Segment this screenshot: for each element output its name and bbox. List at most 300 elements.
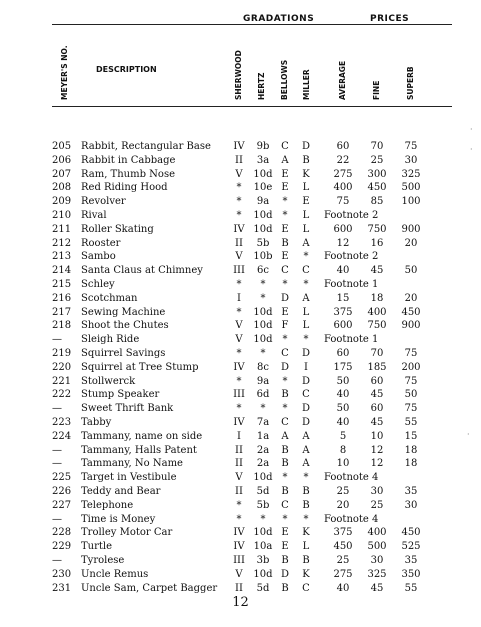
footnote-cell: Footnote 2 xyxy=(324,251,379,263)
table-row xyxy=(0,526,481,540)
fine-price-cell: 45 xyxy=(370,265,384,277)
fine-price-cell: 325 xyxy=(367,568,387,580)
bellows-cell: E xyxy=(281,182,289,194)
miller-cell: L xyxy=(302,541,310,553)
average-price-cell: 50 xyxy=(336,375,350,387)
average-price-cell: 12 xyxy=(336,237,350,249)
sherwood-cell: V xyxy=(235,334,243,346)
hertz-cell: 2a xyxy=(256,458,270,470)
table-row xyxy=(0,209,481,223)
hertz-cell: 6d xyxy=(256,389,270,401)
average-price-cell: 15 xyxy=(336,292,350,304)
description-cell: Stollwerck xyxy=(81,375,136,387)
miller-cell: * xyxy=(303,472,309,484)
fine-price-cell: 25 xyxy=(370,154,384,166)
bellows-cell: A xyxy=(281,154,289,166)
bellows-cell: * xyxy=(282,375,288,387)
sherwood-cell: V xyxy=(235,251,243,263)
miller-cell: L xyxy=(302,320,310,332)
bellows-cell: C xyxy=(281,265,289,277)
hertz-cell: 10d xyxy=(253,334,273,346)
hertz-cell: 3a xyxy=(256,154,270,166)
hertz-cell: 5b xyxy=(256,499,270,511)
hertz-cell: 8c xyxy=(257,361,269,373)
average-price-cell: 75 xyxy=(336,196,350,208)
superb-price-cell: 50 xyxy=(404,389,418,401)
margin-mark: · xyxy=(470,125,473,134)
miller-cell: * xyxy=(303,251,309,263)
bellows-cell: E xyxy=(281,223,289,235)
superb-price-cell: 75 xyxy=(404,403,418,415)
miller-cell: E xyxy=(302,196,310,208)
bellows-cell: B xyxy=(281,458,289,470)
average-price-cell: 450 xyxy=(333,541,353,553)
meyers-no-cell: 229 xyxy=(52,541,72,553)
miller-cell: A xyxy=(302,430,310,442)
meyers-no-cell: 220 xyxy=(52,361,72,373)
miller-cell: * xyxy=(303,278,309,290)
sherwood-cell: * xyxy=(236,403,242,415)
sherwood-cell: * xyxy=(236,278,242,290)
average-price-cell: 275 xyxy=(333,168,353,180)
table-row xyxy=(0,554,481,568)
table-row xyxy=(0,333,481,347)
superb-price-cell: 200 xyxy=(401,361,421,373)
meyers-no-cell: 226 xyxy=(52,485,72,497)
meyers-no-cell: 228 xyxy=(52,527,72,539)
footnote-cell: Footnote 1 xyxy=(324,334,379,346)
meyers-no-cell: 210 xyxy=(52,209,72,221)
table-row xyxy=(0,319,481,333)
description-cell: Uncle Remus xyxy=(81,568,149,580)
miller-cell: D xyxy=(301,416,311,428)
table-row xyxy=(0,485,481,499)
miller-cell: I xyxy=(304,361,308,373)
sherwood-cell: * xyxy=(236,209,242,221)
sherwood-cell: II xyxy=(235,444,243,456)
miller-cell: L xyxy=(302,223,310,235)
fine-price-cell: 70 xyxy=(370,347,384,359)
superb-price-cell: 35 xyxy=(404,554,418,566)
sherwood-cell: I xyxy=(237,292,241,304)
table-row xyxy=(0,568,481,582)
table-row xyxy=(0,444,481,458)
superb-price-cell: 100 xyxy=(401,196,421,208)
hertz-cell: 9b xyxy=(256,141,270,152)
meyers-no-cell: 231 xyxy=(52,582,72,594)
sherwood-header: SHERWOOD xyxy=(234,50,243,100)
table-row xyxy=(0,140,481,154)
description-header: DESCRIPTION xyxy=(96,65,157,74)
header-rule xyxy=(52,106,452,107)
meyers-no-cell: 211 xyxy=(52,223,72,235)
superb-price-cell: 75 xyxy=(404,141,418,152)
hertz-cell: 1a xyxy=(256,430,270,442)
superb-price-cell: 900 xyxy=(401,223,421,235)
description-cell: Tyrolese xyxy=(81,554,125,566)
miller-cell: K xyxy=(302,527,310,539)
description-cell: Rabbit, Rectangular Base xyxy=(81,141,211,152)
fine-price-cell: 30 xyxy=(370,554,384,566)
bellows-cell: D xyxy=(280,568,290,580)
sherwood-cell: IV xyxy=(233,416,245,428)
bellows-cell: C xyxy=(281,416,289,428)
hertz-cell: 5d xyxy=(256,582,270,594)
description-cell: Uncle Sam, Carpet Bagger xyxy=(81,582,218,594)
prices-heading: PRICES xyxy=(370,14,410,24)
description-cell: Sambo xyxy=(81,251,116,263)
miller-cell: C xyxy=(302,582,310,594)
miller-header: MILLER xyxy=(302,69,311,100)
bellows-cell: D xyxy=(280,292,290,304)
sherwood-cell: II xyxy=(235,485,243,497)
fine-price-cell: 60 xyxy=(370,375,384,387)
superb-price-cell: 30 xyxy=(404,154,418,166)
description-cell: Squirrel Savings xyxy=(81,347,166,359)
table-row xyxy=(0,195,481,209)
sherwood-cell: IV xyxy=(233,527,245,539)
fine-price-cell: 450 xyxy=(367,182,387,194)
bellows-cell: * xyxy=(282,334,288,346)
hertz-cell: 7a xyxy=(256,416,270,428)
meyers-no-cell: 209 xyxy=(52,196,72,208)
superb-price-cell: 35 xyxy=(404,485,418,497)
table-row xyxy=(0,471,481,485)
meyers-no-header: MEYER'S NO. xyxy=(60,45,69,100)
bellows-cell: * xyxy=(282,513,288,525)
bellows-cell: * xyxy=(282,196,288,208)
meyers-no-cell: 206 xyxy=(52,154,72,166)
average-price-cell: 275 xyxy=(333,568,353,580)
meyers-no-cell: 224 xyxy=(52,430,72,442)
description-cell: Rival xyxy=(81,209,107,221)
superb-price-cell: 20 xyxy=(404,292,418,304)
fine-price-cell: 12 xyxy=(370,444,384,456)
fine-price-cell: 60 xyxy=(370,403,384,415)
average-price-cell: 5 xyxy=(339,430,347,442)
table-row xyxy=(0,388,481,402)
miller-cell: * xyxy=(303,334,309,346)
table-row xyxy=(0,250,481,264)
average-price-cell: 375 xyxy=(333,527,353,539)
hertz-cell: 10d xyxy=(253,472,273,484)
sherwood-cell: * xyxy=(236,499,242,511)
superb-price-cell: 350 xyxy=(401,568,421,580)
superb-price-cell: 525 xyxy=(401,541,421,553)
hertz-cell: 10d xyxy=(253,568,273,580)
miller-cell: C xyxy=(302,389,310,401)
average-price-cell: 40 xyxy=(336,582,350,594)
sherwood-cell: * xyxy=(236,306,242,318)
bellows-cell: C xyxy=(281,141,289,152)
description-cell: Rabbit in Cabbage xyxy=(81,154,176,166)
hertz-cell: 10d xyxy=(253,306,273,318)
hertz-cell: 10e xyxy=(253,182,273,194)
table-row xyxy=(0,430,481,444)
superb-price-cell: 30 xyxy=(404,499,418,511)
average-price-cell: 25 xyxy=(336,485,350,497)
sherwood-cell: III xyxy=(233,389,245,401)
description-cell: Sweet Thrift Bank xyxy=(81,403,174,415)
bellows-cell: E xyxy=(281,541,289,553)
table-row xyxy=(0,416,481,430)
bellows-cell: * xyxy=(282,472,288,484)
bellows-cell: B xyxy=(281,485,289,497)
bellows-cell: E xyxy=(281,251,289,263)
superb-price-cell: 18 xyxy=(404,458,418,470)
superb-price-cell: 450 xyxy=(401,306,421,318)
miller-cell: L xyxy=(302,306,310,318)
fine-price-cell: 18 xyxy=(370,292,384,304)
description-cell: Tammany, Halls Patent xyxy=(81,444,197,456)
hertz-cell: * xyxy=(260,513,266,525)
hertz-cell: 6c xyxy=(257,265,269,277)
bellows-cell: F xyxy=(281,320,289,332)
superb-price-cell: 75 xyxy=(404,347,418,359)
miller-cell: A xyxy=(302,458,310,470)
average-price-cell: 400 xyxy=(333,182,353,194)
meyers-no-cell: 227 xyxy=(52,499,72,511)
footnote-cell: Footnote 4 xyxy=(324,513,379,525)
meyers-no-cell: 205 xyxy=(52,141,72,152)
price-table xyxy=(0,140,481,595)
fine-price-cell: 300 xyxy=(367,168,387,180)
superb-price-cell: 20 xyxy=(404,237,418,249)
description-cell: Target in Vestibule xyxy=(81,472,177,484)
meyers-no-cell: — xyxy=(52,403,62,415)
hertz-cell: 10a xyxy=(253,541,273,553)
fine-price-cell: 10 xyxy=(370,430,384,442)
sherwood-cell: I xyxy=(237,430,241,442)
superb-header: SUPERB xyxy=(406,66,415,100)
description-cell: Schley xyxy=(81,278,115,290)
average-price-cell: 60 xyxy=(336,347,350,359)
superb-price-cell: 325 xyxy=(401,168,421,180)
description-cell: Ram, Thumb Nose xyxy=(81,168,175,180)
hertz-cell: 2a xyxy=(256,444,270,456)
footnote-cell: Footnote 1 xyxy=(324,278,379,290)
meyers-no-cell: — xyxy=(52,513,62,525)
bellows-header: BELLOWS xyxy=(280,59,289,100)
description-cell: Shoot the Chutes xyxy=(81,320,169,332)
sherwood-cell: V xyxy=(235,568,243,580)
table-row xyxy=(0,582,481,596)
fine-price-cell: 45 xyxy=(370,416,384,428)
hertz-cell: 5d xyxy=(256,485,270,497)
meyers-no-cell: 221 xyxy=(52,375,72,387)
table-row xyxy=(0,237,481,251)
bellows-cell: E xyxy=(281,527,289,539)
hertz-cell: 10d xyxy=(253,223,273,235)
table-row xyxy=(0,499,481,513)
superb-price-cell: 50 xyxy=(404,265,418,277)
average-price-cell: 40 xyxy=(336,265,350,277)
bellows-cell: * xyxy=(282,209,288,221)
margin-mark: · xyxy=(467,430,470,439)
meyers-no-cell: 219 xyxy=(52,347,72,359)
fine-price-cell: 750 xyxy=(367,223,387,235)
description-cell: Trolley Motor Car xyxy=(81,527,173,539)
hertz-cell: 5b xyxy=(256,237,270,249)
meyers-no-cell: 218 xyxy=(52,320,72,332)
description-cell: Teddy and Bear xyxy=(81,485,161,497)
description-cell: Rooster xyxy=(81,237,121,249)
hertz-cell: 3b xyxy=(256,554,270,566)
table-row xyxy=(0,168,481,182)
description-cell: Tabby xyxy=(81,416,112,428)
table-row xyxy=(0,264,481,278)
meyers-no-cell: 222 xyxy=(52,389,72,401)
average-price-cell: 600 xyxy=(333,223,353,235)
bellows-cell: E xyxy=(281,168,289,180)
sherwood-cell: V xyxy=(235,320,243,332)
miller-cell: D xyxy=(301,375,311,387)
sherwood-cell: V xyxy=(235,472,243,484)
sherwood-cell: * xyxy=(236,182,242,194)
hertz-cell: 10d xyxy=(253,320,273,332)
average-price-cell: 175 xyxy=(333,361,353,373)
superb-price-cell: 500 xyxy=(401,182,421,194)
gradations-heading: GRADATIONS xyxy=(243,14,315,24)
miller-cell: K xyxy=(302,568,310,580)
hertz-cell: 10d xyxy=(253,168,273,180)
average-price-cell: 22 xyxy=(336,154,350,166)
description-cell: Revolver xyxy=(81,196,126,208)
hertz-cell: 9a xyxy=(256,196,270,208)
top-rule xyxy=(52,24,452,25)
table-row xyxy=(0,540,481,554)
bellows-cell: B xyxy=(281,582,289,594)
bellows-cell: B xyxy=(281,389,289,401)
average-price-cell: 50 xyxy=(336,403,350,415)
miller-cell: C xyxy=(302,265,310,277)
page-number: 12 xyxy=(232,595,249,610)
meyers-no-cell: 217 xyxy=(52,306,72,318)
description-cell: Stump Speaker xyxy=(81,389,160,401)
table-row xyxy=(0,402,481,416)
average-price-cell: 20 xyxy=(336,499,350,511)
miller-cell: B xyxy=(302,499,310,511)
sherwood-cell: V xyxy=(235,168,243,180)
bellows-cell: C xyxy=(281,499,289,511)
bellows-cell: B xyxy=(281,444,289,456)
footnote-cell: Footnote 4 xyxy=(324,472,379,484)
meyers-no-cell: — xyxy=(52,334,62,346)
hertz-cell: 10d xyxy=(253,209,273,221)
sherwood-cell: II xyxy=(235,154,243,166)
superb-price-cell: 75 xyxy=(404,375,418,387)
superb-price-cell: 900 xyxy=(401,320,421,332)
fine-header: FINE xyxy=(372,80,381,100)
description-cell: Tammany, name on side xyxy=(81,430,203,442)
table-row xyxy=(0,347,481,361)
hertz-cell: 10d xyxy=(253,527,273,539)
superb-price-cell: 55 xyxy=(404,416,418,428)
table-row xyxy=(0,375,481,389)
superb-price-cell: 55 xyxy=(404,582,418,594)
bellows-cell: E xyxy=(281,306,289,318)
average-price-cell: 10 xyxy=(336,458,350,470)
fine-price-cell: 750 xyxy=(367,320,387,332)
bellows-cell: * xyxy=(282,403,288,415)
average-price-cell: 375 xyxy=(333,306,353,318)
fine-price-cell: 45 xyxy=(370,389,384,401)
sherwood-cell: * xyxy=(236,196,242,208)
table-row xyxy=(0,306,481,320)
fine-price-cell: 400 xyxy=(367,527,387,539)
fine-price-cell: 400 xyxy=(367,306,387,318)
meyers-no-cell: 215 xyxy=(52,278,72,290)
fine-price-cell: 45 xyxy=(370,582,384,594)
fine-price-cell: 85 xyxy=(370,196,384,208)
meyers-no-cell: — xyxy=(52,554,62,566)
description-cell: Santa Claus at Chimney xyxy=(81,265,203,277)
meyers-no-cell: 216 xyxy=(52,292,72,304)
sherwood-cell: II xyxy=(235,237,243,249)
bellows-cell: * xyxy=(282,278,288,290)
table-row xyxy=(0,278,481,292)
hertz-cell: 10b xyxy=(253,251,273,263)
superb-price-cell: 15 xyxy=(404,430,418,442)
sherwood-cell: IV xyxy=(233,541,245,553)
meyers-no-cell: 208 xyxy=(52,182,72,194)
sherwood-cell: * xyxy=(236,513,242,525)
table-row xyxy=(0,223,481,237)
miller-cell: A xyxy=(302,292,310,304)
miller-cell: D xyxy=(301,403,311,415)
meyers-no-cell: 213 xyxy=(52,251,72,263)
description-cell: Tammany, No Name xyxy=(81,458,183,470)
sherwood-cell: * xyxy=(236,347,242,359)
superb-price-cell: 450 xyxy=(401,527,421,539)
description-cell: Sleigh Ride xyxy=(81,334,140,346)
miller-cell: L xyxy=(302,182,310,194)
fine-price-cell: 500 xyxy=(367,541,387,553)
fine-price-cell: 70 xyxy=(370,141,384,152)
description-cell: Telephone xyxy=(81,499,134,511)
description-cell: Squirrel at Tree Stump xyxy=(81,361,199,373)
sherwood-cell: IV xyxy=(233,141,245,152)
average-price-cell: 40 xyxy=(336,416,350,428)
table-row xyxy=(0,457,481,471)
sherwood-cell: II xyxy=(235,582,243,594)
table-row xyxy=(0,513,481,527)
meyers-no-cell: 230 xyxy=(52,568,72,580)
superb-price-cell: 18 xyxy=(404,444,418,456)
miller-cell: K xyxy=(302,168,310,180)
miller-cell: A xyxy=(302,444,310,456)
meyers-no-cell: 225 xyxy=(52,472,72,484)
meyers-no-cell: 212 xyxy=(52,237,72,249)
bellows-cell: A xyxy=(281,430,289,442)
average-price-cell: 25 xyxy=(336,554,350,566)
fine-price-cell: 16 xyxy=(370,237,384,249)
hertz-cell: 9a xyxy=(256,375,270,387)
hertz-cell: * xyxy=(260,347,266,359)
average-price-cell: 600 xyxy=(333,320,353,332)
miller-cell: B xyxy=(302,154,310,166)
fine-price-cell: 12 xyxy=(370,458,384,470)
sherwood-cell: III xyxy=(233,554,245,566)
description-cell: Scotchman xyxy=(81,292,138,304)
footnote-cell: Footnote 2 xyxy=(324,209,379,221)
miller-cell: D xyxy=(301,347,311,359)
sherwood-cell: * xyxy=(236,375,242,387)
description-cell: Turtle xyxy=(81,541,113,553)
description-cell: Time is Money xyxy=(81,513,156,525)
sherwood-cell: IV xyxy=(233,223,245,235)
description-cell: Roller Skating xyxy=(81,223,154,235)
